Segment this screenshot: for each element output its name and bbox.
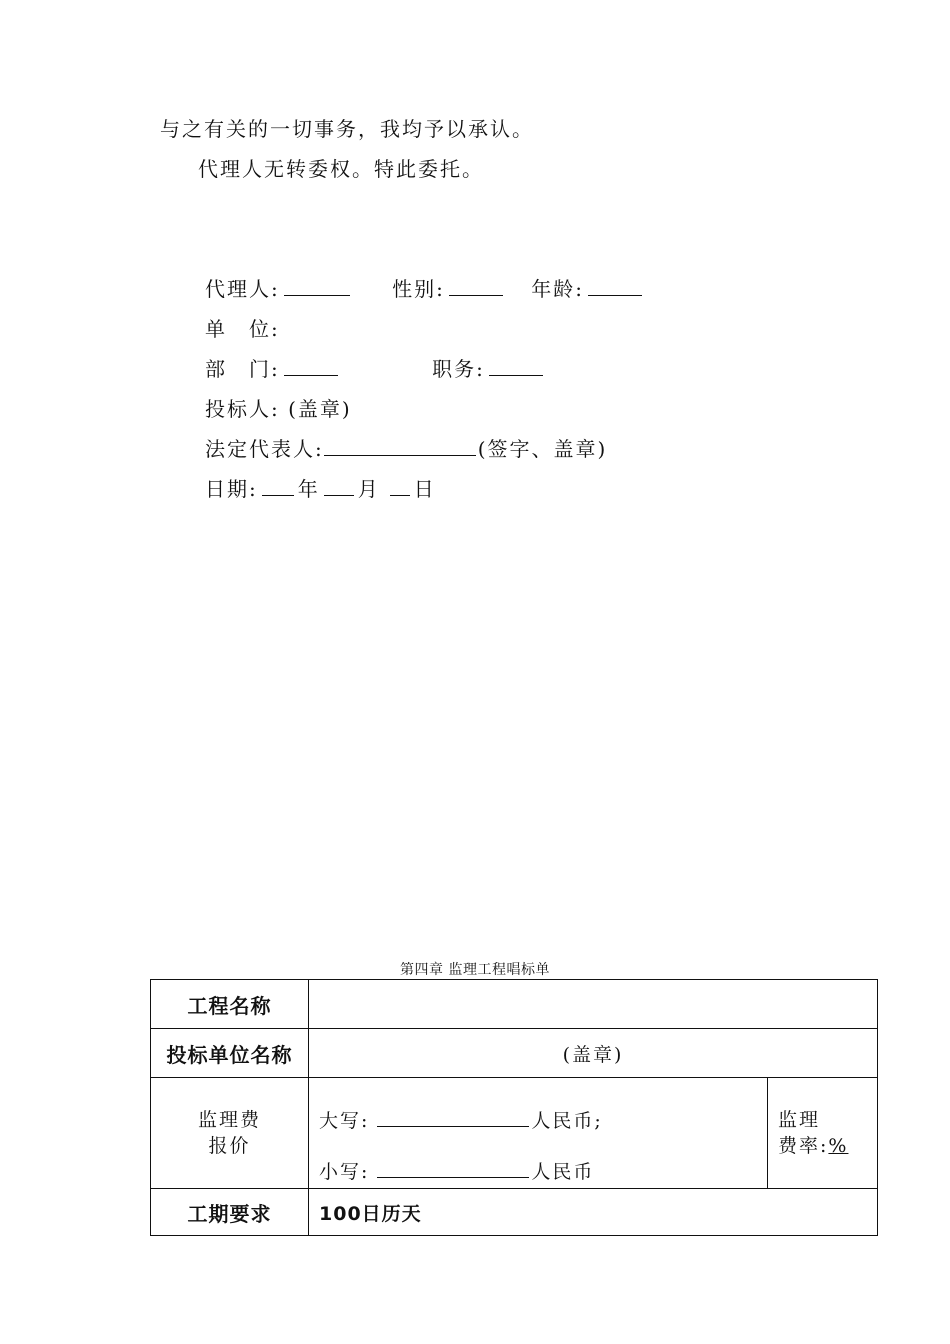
lower-blank[interactable] xyxy=(377,1159,529,1178)
fee-label xyxy=(151,1078,309,1189)
unit-label: 单 位: xyxy=(205,317,280,341)
date-label: 日期: xyxy=(205,477,258,501)
rate-label: 费率: xyxy=(778,1135,829,1157)
legal-rep-suffix: (签字、盖章) xyxy=(477,437,608,461)
month-label: 月 xyxy=(357,477,380,501)
upper-label: 大写: xyxy=(319,1110,370,1132)
lower-label: 小写: xyxy=(319,1161,370,1183)
position-label: 职务: xyxy=(432,357,485,381)
table-caption: 第四章 监理工程唱标单 xyxy=(400,962,550,978)
date-row xyxy=(205,477,436,501)
project-name-value[interactable] xyxy=(309,980,878,1029)
year-label: 年 xyxy=(297,477,320,501)
age-blank[interactable] xyxy=(588,277,642,296)
position-blank[interactable] xyxy=(489,357,543,376)
body-text-line-1: 与之有关的一切事务，我均予以承认。 xyxy=(160,117,534,141)
legal-rep-label: 法定代表人: xyxy=(205,437,324,461)
bidder-label: 投标人: (盖章) xyxy=(205,397,352,421)
agent-blank[interactable] xyxy=(284,277,350,296)
gender-label: 性别: xyxy=(392,277,445,301)
upper-suffix: 人民币; xyxy=(531,1110,603,1132)
age-label: 年龄: xyxy=(531,277,584,301)
dept-blank[interactable] xyxy=(284,357,338,376)
year-blank[interactable] xyxy=(262,477,294,496)
unit-row xyxy=(205,317,280,341)
month-blank[interactable] xyxy=(324,477,354,496)
upper-amount-row xyxy=(319,1106,603,1133)
project-name-label: 工程名称 xyxy=(151,980,309,1029)
lower-amount-row xyxy=(319,1157,594,1184)
lower-suffix: 人民币 xyxy=(531,1161,595,1183)
period-value: 100日历天 xyxy=(309,1189,878,1236)
dept-label: 部 门: xyxy=(205,357,280,381)
legal-rep-row xyxy=(205,437,607,461)
gender-blank[interactable] xyxy=(449,277,503,296)
fee-amount-cell xyxy=(309,1078,768,1189)
fee-label-line-1: 监理费 xyxy=(197,1109,261,1131)
bid-opening-table xyxy=(150,979,878,1236)
rate-percent[interactable]: % xyxy=(828,1135,849,1157)
fee-rate-cell xyxy=(768,1078,878,1189)
upper-blank[interactable] xyxy=(377,1108,529,1127)
agent-row xyxy=(205,277,646,301)
bidder-name-label: 投标单位名称 xyxy=(151,1029,309,1078)
legal-rep-blank[interactable] xyxy=(324,437,476,456)
day-label: 日 xyxy=(413,477,436,501)
bidder-row xyxy=(205,397,352,421)
period-label: 工期要求 xyxy=(151,1189,309,1236)
period-row xyxy=(151,1189,878,1236)
rate-line-1: 监理 xyxy=(778,1109,821,1131)
fee-row xyxy=(151,1078,878,1189)
bidder-name-value[interactable]: (盖章) xyxy=(309,1029,878,1078)
agent-label: 代理人: xyxy=(205,277,280,301)
body-text-line-2: 代理人无转委权。特此委托。 xyxy=(198,157,484,181)
day-blank[interactable] xyxy=(390,477,410,496)
dept-row xyxy=(205,357,547,381)
rate-line-2 xyxy=(778,1133,877,1159)
fee-label-line-2: 报价 xyxy=(208,1135,251,1157)
project-name-row xyxy=(151,980,878,1029)
bidder-name-row xyxy=(151,1029,878,1078)
